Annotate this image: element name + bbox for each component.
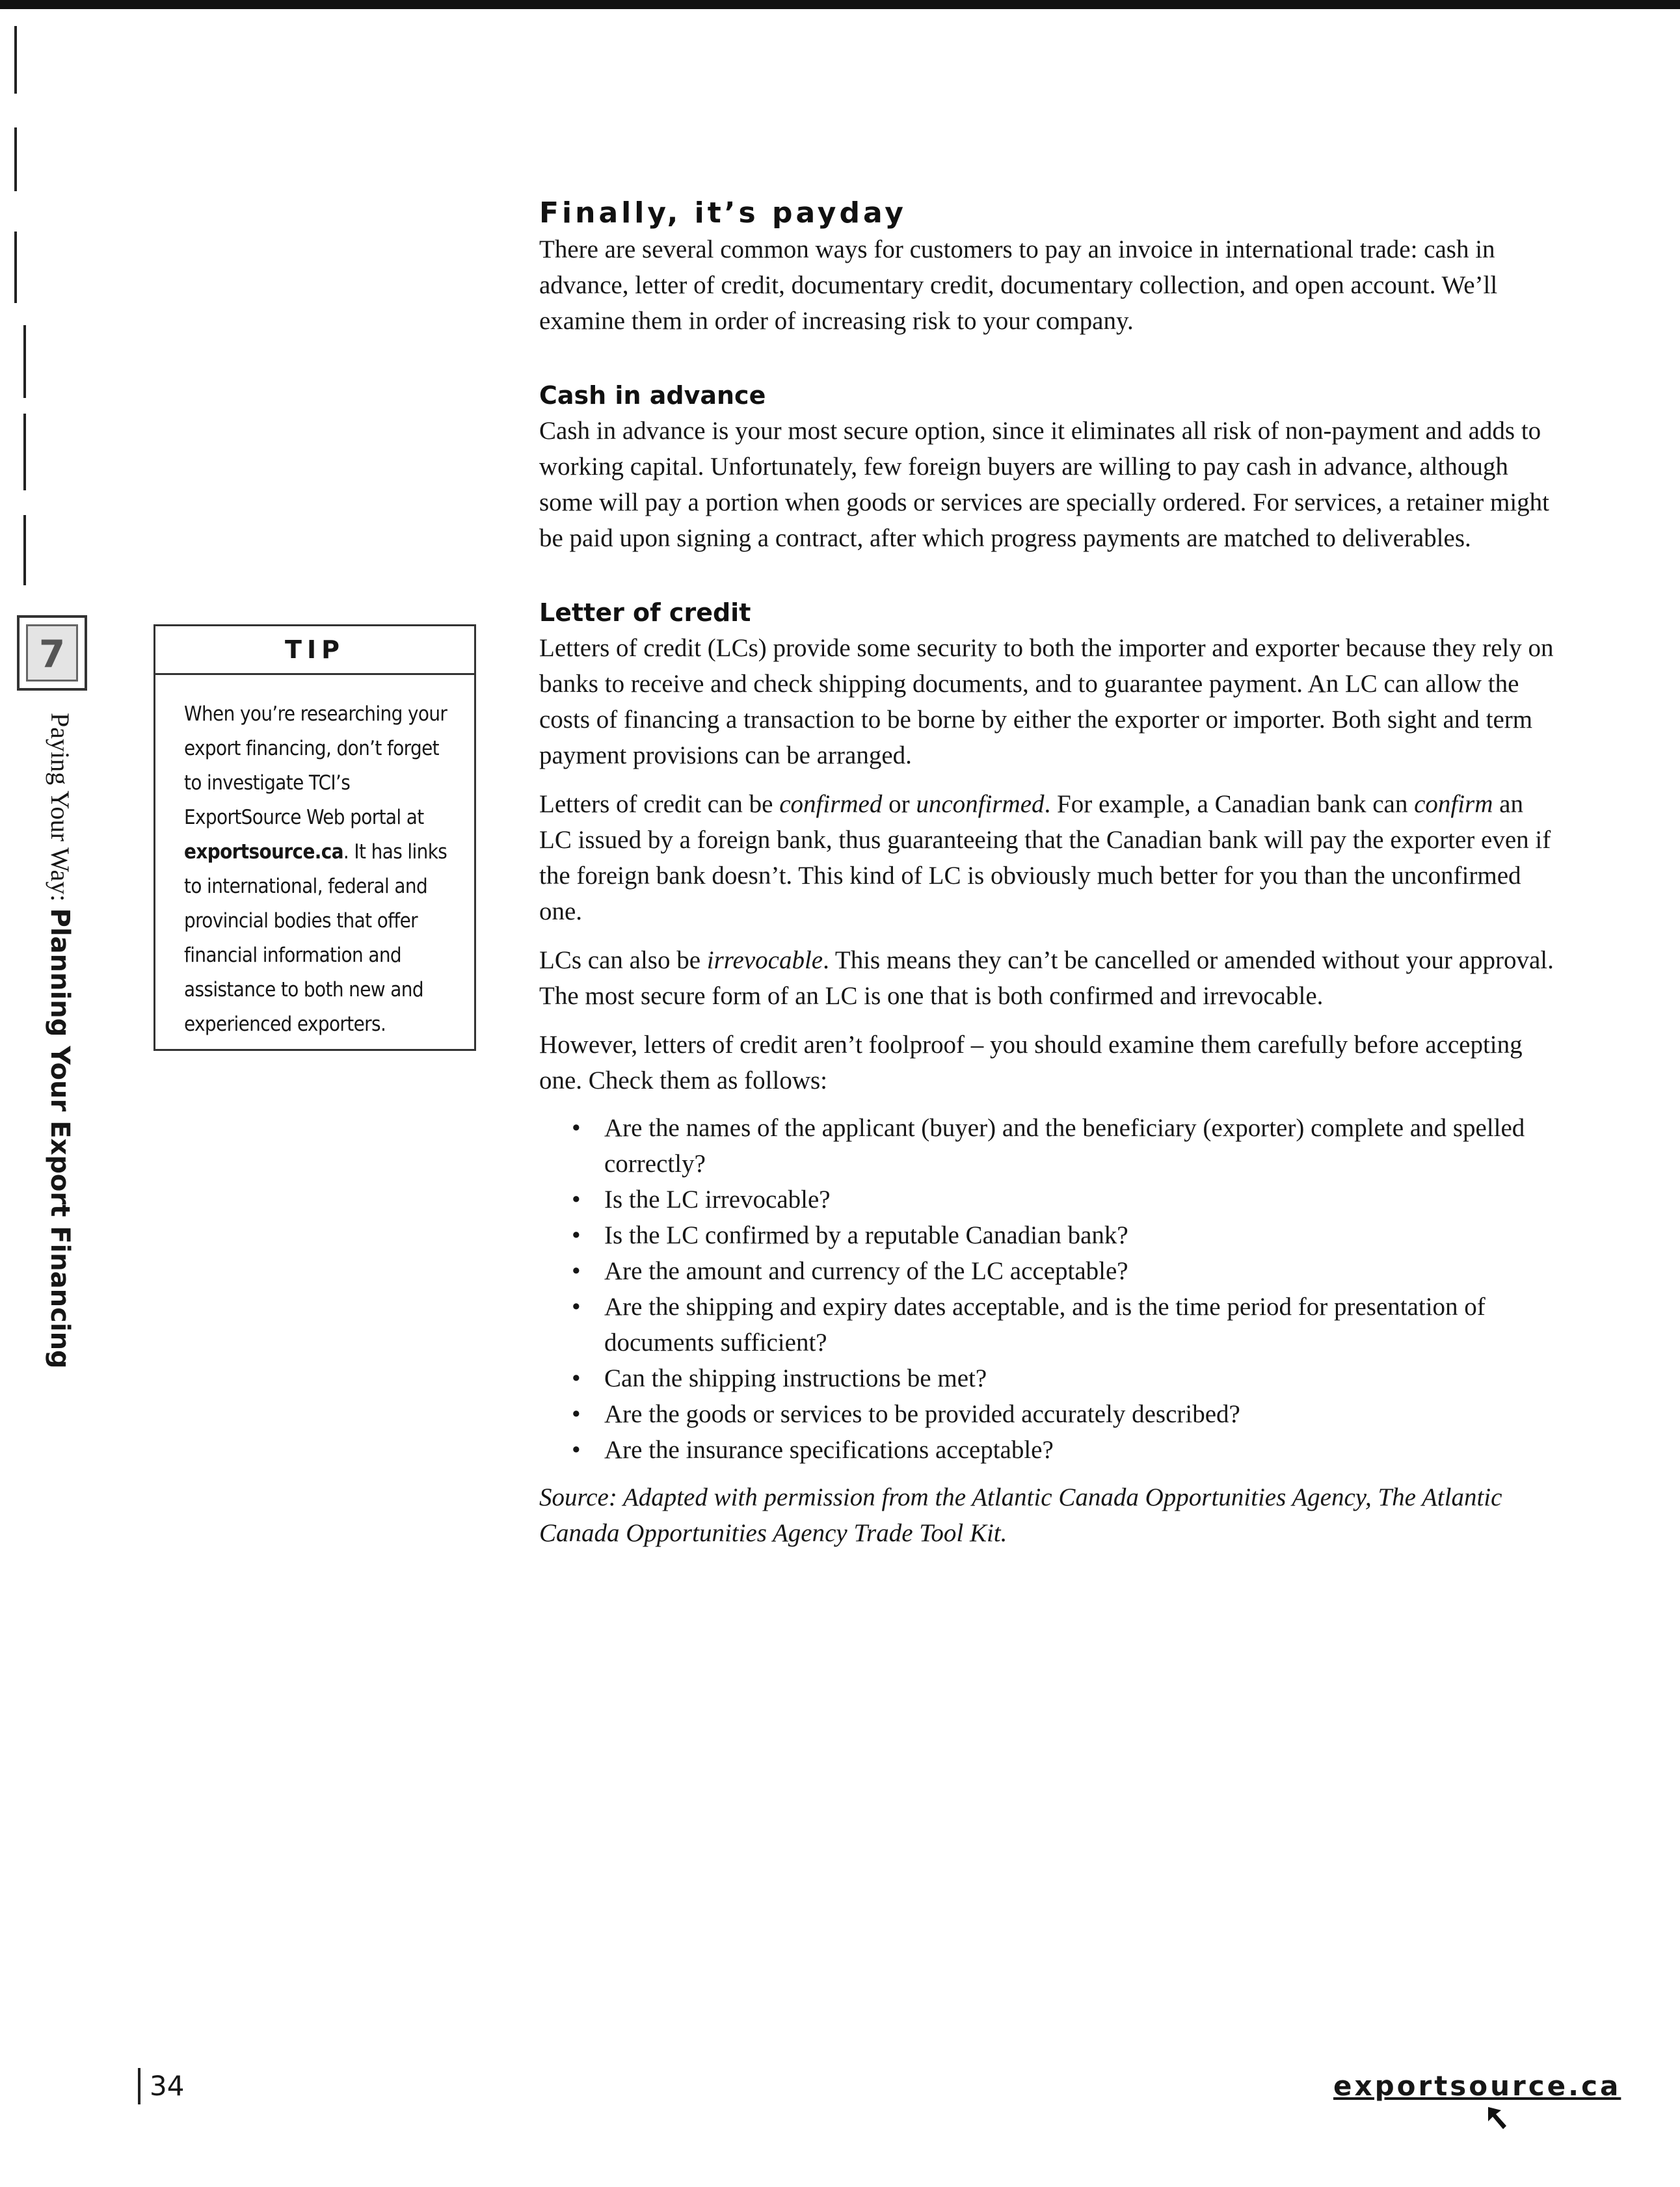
chapter-badge [17,615,87,691]
tip-text-part: When you’re researching your export financing, don’t forget to investigate TCI’s ExportSource Web portal at [184,702,447,829]
emphasis: unconfirmed [916,790,1045,818]
page-number: 34 [138,2068,184,2104]
margin-mark [23,325,26,398]
cash-paragraph: Cash in advance is your most secure option, since it eliminates all risk of non-payment and adds to working capital. Unfortunately, few foreign buyers are willing to pay cash in advance, although some will pay a portion when goods or services are specially ordered. For services, a retainer might be paid upon signing a contract, after which progress payments are matched to deliverables. [539,417,1550,552]
list-item: • Are the names of the applicant (buyer) and the beneficiary (exporter) complete and spelled correctly? [604,1110,1554,1182]
tip-text [155,697,474,1042]
cash-heading: Cash in advance [539,381,766,410]
letter-paragraph [539,942,1554,1014]
tip-title: TIP [155,626,474,675]
margin-mark [23,515,26,585]
emphasis: confirm [1414,790,1493,818]
letter-paragraph: Letters of credit (LCs) provide some security to both the importer and exporter because they rely on banks to receive and check shipping documents, and to guarantee payment. An LC can allow the costs of financing a transaction to be borne by either the exporter or importer. Both sight and term payment provisions can be arranged. [539,634,1554,769]
list-item: • Is the LC irrevocable? [604,1182,1554,1217]
text-run: . This means they can’t be cancelled or amended without your approval. The most secure form of an LC is one that is both confirmed and irrevocable. [539,946,1554,1010]
letter-heading: Letter of credit [539,598,751,627]
running-section-label [44,713,75,1369]
letter-paragraph [539,786,1554,929]
tip-link[interactable]: exportsource.ca [184,840,343,864]
tip-box [153,624,476,1051]
footer-site-link[interactable]: exportsource.ca [1333,2070,1621,2102]
letter-paragraph: However, letters of credit aren’t foolproof – you should examine them carefully before accepting one. Check them as follows: [539,1031,1523,1094]
text-run: an LC issued by a foreign bank, thus guaranteeing that the Canadian bank will pay the exporter even if the foreign bank doesn’t. This kind of LC is obviously much better for you than the unconfirmed one. [539,790,1551,925]
emphasis: irrevocable [706,946,823,974]
chapter-number: 7 [26,624,78,682]
list-item: • Is the LC confirmed by a reputable Canadian bank? [604,1217,1554,1253]
section-label-title: Planning Your Export Financing [45,908,75,1369]
list-item: • Are the goods or services to be provided accurately described? [604,1396,1554,1432]
intro-paragraph: There are several common ways for customers to pay an invoice in international trade: cash in advance, letter of credit, documentary credit, documentary collection, and open account. We’ll examine them in order of increasing risk to your company. [539,235,1498,335]
text-run: Letters of credit can be [539,790,780,818]
list-item: • Are the insurance specifications acceptable? [604,1432,1554,1468]
text-run: or [882,790,916,818]
list-item: • Are the amount and currency of the LC acceptable? [604,1253,1554,1289]
source-note: Source: Adapted with permission from the Atlantic Canada Opportunities Agency, The Atlantic Canada Opportunities Agency Trade Tool Kit. [539,1483,1502,1547]
margin-mark [14,26,17,94]
margin-mark [23,414,26,490]
list-item: • Can the shipping instructions be met? [604,1360,1554,1396]
lc-checklist [539,1110,1554,1468]
emphasis: confirmed [779,790,883,818]
top-border-line [0,0,1680,9]
main-content [539,195,1554,1551]
tip-text-part: . It has links to international, federal and provincial bodies that offer financial information and assistance to both new and experienced exporters. [184,840,447,1036]
section-label-prefix: Paying Your Way: [46,713,75,908]
list-item: • Are the shipping and expiry dates acceptable, and is the time period for presentation of documents sufficient? [604,1289,1554,1360]
margin-mark [14,127,17,191]
text-run: . For example, a Canadian bank can [1044,790,1415,818]
arrow-cursor-icon [1486,2104,1515,2134]
margin-mark [14,232,17,303]
text-run: LCs can also be [539,946,707,974]
section-title: Finally, it’s payday [539,196,907,230]
